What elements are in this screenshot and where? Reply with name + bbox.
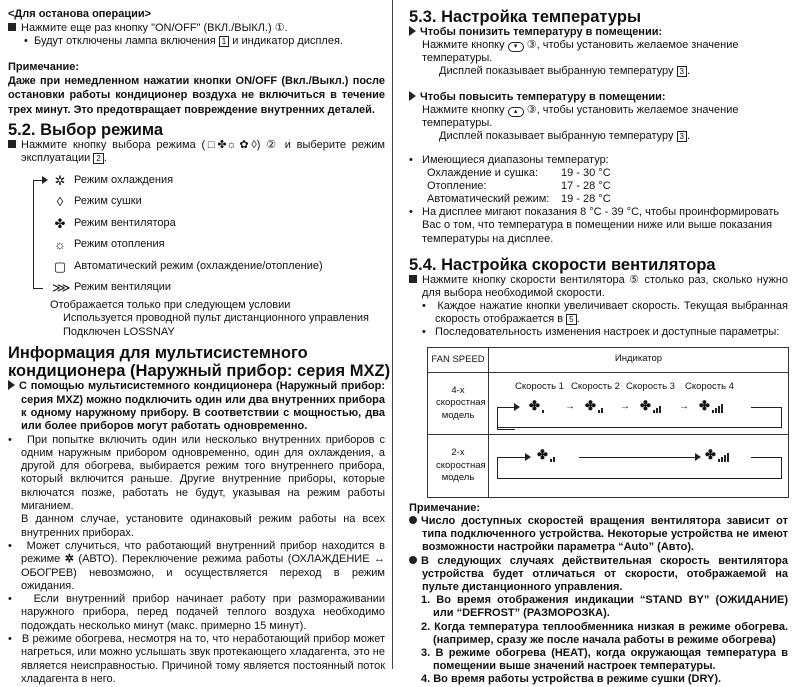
- down-button-icon: ▾: [508, 42, 524, 52]
- cycle-line-right: [751, 457, 782, 479]
- stop-sub: • Будут отключены лампа включения 1 и индикатор дисплея.: [24, 35, 343, 47]
- speed-label: Скорость 1: [515, 380, 564, 392]
- cycle-line-bottom: [497, 478, 781, 479]
- left-column: [8, 8, 391, 686]
- mode-item: [52, 277, 385, 299]
- fan-sub-2: • Последовательность изменения настроек и доступные параметры:: [422, 325, 780, 338]
- mode-cycle: [8, 170, 385, 299]
- square-bullet-icon: [409, 275, 417, 283]
- range-mode: Автоматический режим:: [427, 193, 550, 205]
- bullet-text: Может случиться, что работающий внутренний прибор находится в режиме: [21, 539, 385, 566]
- note-label: Примечание:: [8, 60, 80, 73]
- fan-speed-3-icon: ✤: [640, 399, 661, 413]
- auto-mode-icon: ✲: [64, 553, 74, 566]
- lower-title: [409, 26, 788, 39]
- cycle-line-bottom: [497, 427, 781, 428]
- arrow-head-icon: [42, 176, 48, 184]
- mode-label: Автоматический режим (охлаждение/отопление): [74, 259, 323, 272]
- row-label-text: 4-х скоростная модель: [436, 384, 486, 421]
- speed-label: Скорость 3: [626, 380, 675, 392]
- fan-step-text: Нажмите кнопку скорости вентилятора ⑤ столько раз, сколько нужно для выбора необходимой скорости.: [422, 273, 788, 299]
- multi-lead-text: С помощью мультисистемного кондиционера (Наружный прибор: серия MXZ) можно подключить один или два внутренних прибора к одному наружному прибору. В соответствии с мощностью, два или более приборов могут работать одновременно.: [19, 380, 386, 433]
- fan-speed-table: [427, 347, 789, 498]
- mode-item: [52, 213, 385, 235]
- temp-heading: 5.3. Настройка температуры: [409, 8, 642, 26]
- ranges-title-text: Имеющиеся диапазоны температур:: [422, 154, 609, 166]
- bullet-text: В режиме обогрева, несмотря на то, что неработающий прибор может нагреться, или можно услышать звук протекающего хладагента, это не является неисправностью. Причиной тому является постоянный поток хладагента в него.: [21, 633, 385, 685]
- triangle-bullet-icon: [409, 91, 416, 101]
- table-header-fan-speed: FAN SPEED: [428, 347, 489, 372]
- raise-title-text: Чтобы повысить температуру в помещении:: [420, 91, 666, 103]
- speed-label: Скорость 4: [685, 380, 734, 392]
- table-header-indicator: Индикатор: [489, 347, 789, 372]
- speed-label: Скорость 2: [571, 380, 620, 392]
- condition-item: Используется проводной пульт дистанционного управления: [63, 312, 370, 325]
- fan-sub-text: Каждое нажатие кнопки увеличивает скорость. Текущая выбранная скорость отображается в: [435, 299, 788, 325]
- fan-note-label: Примечание:: [409, 501, 481, 514]
- arrow-icon: →: [620, 400, 630, 412]
- multi-lead: [8, 380, 385, 433]
- arrow-icon: →: [565, 400, 575, 412]
- triangle-bullet-icon: [409, 26, 416, 36]
- cooling-icon: ✲: [54, 172, 66, 188]
- multi-bullet-1: • При попытке включить один или несколько внутренних приборов с одним наружным прибором одновременно, один для охлаждения, а другой для обогрева, выбирается режим того внутреннего прибора, который включится раньше. Другие внутренние приборы, которые включатся позже, работать не будут, указывая на режим работы миганием.: [8, 433, 385, 513]
- fan-icon: ✤: [54, 215, 66, 231]
- stop-title: <Для останова операции>: [8, 8, 152, 20]
- display-box-1: 1: [219, 36, 229, 47]
- mode-item: [52, 170, 385, 192]
- display-box-3: 3: [677, 66, 687, 77]
- row-2-speed-indicator: [489, 434, 789, 497]
- fan-sub-1: • Каждое нажатие кнопки увеличивает скорость. Текущая выбранная скорость отображается в 5 .: [422, 299, 788, 325]
- range-mode: Охлаждение и сушка:: [427, 167, 539, 179]
- mode-step: Нажмите кнопку выбора режима (□✤☼✿◊) ② и выберите режим эксплуатации 2 .: [8, 139, 385, 166]
- range-mode: Отопление:: [427, 180, 487, 192]
- mode-item: [52, 256, 385, 278]
- row-label-4-speed: [428, 372, 489, 434]
- range-row: [409, 167, 788, 180]
- condition-item: Подключен LOSSNAY: [63, 325, 175, 338]
- multi-bullet-4: • В режиме обогрева, несмотря на то, что неработающий прибор может нагреться, или можно услышать звук протекающего хладагента, это не является неисправностью. Причиной тому является постоянный поток хладагента в него.: [8, 633, 385, 685]
- arrow-head-icon: [525, 453, 531, 461]
- multi-bullet-2: • Может случиться, что работающий внутренний прибор находится в режиме ✲ (АВТО). Переключение режима работы (ОХЛАЖДЕНИЕ ↔ ОБОГРЕВ) невозможно, и осуществляется переход в режим ожидания.: [8, 539, 385, 592]
- lower-display: Дисплей показывает выбранную температуру 3 .: [439, 65, 691, 77]
- condition-text: Отображается только при следующем условии: [50, 298, 291, 311]
- drop-icon: ◊: [56, 194, 64, 210]
- range-value: 19 - 30 °C: [561, 167, 611, 179]
- mode-item: [52, 234, 385, 256]
- range-row: [409, 193, 788, 206]
- cycle-line: [33, 180, 34, 288]
- mode-step-a: Нажмите кнопку выбора режима (: [21, 138, 206, 151]
- fan-step: [409, 274, 788, 300]
- fan-speed-4-icon: ✤: [699, 399, 723, 413]
- display-box-3: 3: [677, 131, 687, 142]
- multi-heading: Информация для мультисистемного кондиционера (Наружный прибор: серия MXZ): [8, 344, 391, 381]
- fan-sub-2-text: Последовательность изменения настроек и доступные параметры:: [435, 325, 780, 338]
- mode-icons: □✤☼✿◊: [205, 138, 257, 151]
- ranges-title: • Имеющиеся диапазоны температур:: [409, 154, 609, 166]
- fan-note-1: [409, 515, 788, 555]
- square-bullet-icon: [8, 23, 16, 31]
- row-label-text: 2-х скоростная модель: [436, 447, 486, 484]
- row-label-2-speed: [428, 434, 489, 497]
- range-value: 19 - 28 °C: [561, 193, 611, 205]
- ranges-list: [409, 167, 788, 206]
- row-4-speed-indicator: [489, 372, 789, 434]
- lower-step: [409, 39, 788, 65]
- mode-heading: 5.2. Выбор режима: [8, 120, 164, 139]
- cycle-line-bottom: [33, 288, 43, 289]
- multi-bullet-1-extra: В данном случае, установите одинаковый режим работы на всех внутренних приборах.: [21, 513, 385, 539]
- blink-note: • На дисплее мигают показания 8 °C - 39 °C, чтобы проинформировать Вас о том, что температура в помещении ниже или выше показания температуры на дисплее.: [409, 206, 780, 245]
- fan-speed-4-icon: ✤: [705, 448, 729, 462]
- mode-label: Режим вентилятора: [74, 216, 176, 229]
- fan-note-2: [409, 555, 788, 595]
- mode-label: Режим отопления: [74, 238, 165, 251]
- fan-heading: 5.4. Настройка скорости вентилятора: [409, 255, 716, 274]
- range-row: [409, 180, 788, 193]
- arrow-line: [579, 457, 697, 458]
- auto-icon: ▢: [53, 258, 67, 274]
- fan-speed-2-icon: ✤: [585, 399, 603, 413]
- column-divider: [392, 0, 393, 669]
- stop-step: [8, 22, 385, 36]
- display-text: Дисплей показывает выбранную температуру: [439, 65, 674, 77]
- mode-label: Режим охлаждения: [74, 173, 174, 186]
- note-text: Число доступных скоростей вращения вентилятора зависит от типа подключенного устройства. Некоторые устройства не имеют возможности настройки параметра “Auto” (Авто).: [421, 514, 788, 554]
- note-list-item: 3. В режиме обогрева (HEAT), когда окружающая температура в помещении выше значений настроек температуры.: [421, 646, 788, 673]
- raise-step: [409, 104, 788, 130]
- lower-step-a: Нажмите кнопку: [422, 39, 505, 51]
- display-text: Дисплей показывает выбранную температуру: [439, 130, 674, 142]
- blink-text: На дисплее мигают показания 8 °C - 39 °C, чтобы проинформировать Вас о том, что температура в помещении ниже или выше показания температуры на дисплее.: [422, 206, 780, 245]
- arrow-head-icon: [695, 453, 701, 461]
- note-text: В следующих случаях действительная скорость вентилятора устройства будет отличаться от скорости, отображаемой на пульте дистанционного управления.: [421, 554, 788, 593]
- lower-title-text: Чтобы понизить температуру в помещении:: [420, 26, 663, 38]
- raise-title: [409, 91, 788, 104]
- dot-bullet-icon: [409, 516, 417, 524]
- stop-sub-text: Будут отключены лампа включения: [33, 35, 216, 47]
- note-text: Даже при немедленном нажатии кнопки ON/OFF (Вкл./Выкл.) после остановки работы кондиционер воздуха не включиться в течение трех минут. Это предотвращает повреждение внутренних деталей.: [8, 75, 385, 116]
- fan-speed-1-icon: ✤: [529, 399, 544, 413]
- raise-step-b: ③, чтобы установить желаемое значение температуры.: [422, 104, 739, 129]
- right-column: [409, 8, 788, 687]
- mode-label: Режим сушки: [74, 195, 142, 208]
- note-list: [409, 594, 788, 686]
- ventilation-icon: ⋙: [52, 280, 71, 296]
- triangle-bullet-icon: [8, 380, 15, 390]
- bullet-text-b: (АВТО). Переключение режима работы (ОХЛАЖДЕНИЕ ↔ ОБОГРЕВ) невозможно, и осуществляется переход в режим ожидания.: [21, 553, 385, 592]
- note-list-item: 4. Во время работы устройства в режиме сушки (DRY).: [421, 673, 722, 686]
- raise-display: Дисплей показывает выбранную температуру 3 .: [439, 130, 691, 142]
- arrow-icon: →: [679, 400, 689, 412]
- note-list-item: 1. Во время отображения индикации “STAND BY” (ОЖИДАНИЕ) или “DEFROST” (РАЗМОРОЗКА).: [421, 594, 788, 620]
- mode-step-b: ) ② и выберите режим эксплуатации: [21, 138, 385, 165]
- stop-step-text: Нажмите еще раз кнопку "ON/OFF" (ВКЛ./ВЫКЛ.) ①.: [21, 21, 288, 34]
- dot-bullet-icon: [409, 556, 417, 564]
- mode-label: Режим вентиляции: [74, 281, 172, 294]
- note-list-item: 2. Когда температура теплообменника низкая в режиме обогрева. (например, сразу же после начала работы в режиме обогрева): [421, 620, 788, 646]
- cycle-line-right: [751, 407, 782, 428]
- up-button-icon: ▴: [508, 107, 524, 117]
- display-box-2: 2: [93, 153, 103, 164]
- multi-bullet-3: • Если внутренний прибор начинает работу при размораживании наружного прибора, перед подачей теплого воздуха необходимо подождать несколько минут (макс. примерно 15 минут).: [8, 593, 385, 632]
- stop-sub-text-b: и индикатор дисплея.: [232, 35, 343, 47]
- range-value: 17 - 28 °C: [561, 180, 611, 192]
- display-box-5: 5: [566, 314, 576, 325]
- fan-speed-1-icon: ✤: [537, 448, 555, 462]
- bullet-text: Если внутренний прибор начинает работу при размораживании наружного прибора, перед подачей теплого воздуха необходимо подождать несколько минут (макс. примерно 15 минут).: [21, 593, 385, 632]
- lower-step-b: ③, чтобы установить желаемое значение температуры.: [422, 39, 739, 64]
- mode-item: [52, 191, 385, 213]
- bullet-text: При попытке включить один или несколько внутренних приборов с одним наружным прибором одновременно, один для охлаждения, а другой для обогрева, выбирается режим того внутреннего прибора, который включится раньше. Другие внутренние приборы, которые включатся позже, работать не будут, указывая на режим работы миганием.: [21, 433, 385, 513]
- raise-step-a: Нажмите кнопку: [422, 104, 505, 116]
- square-bullet-icon: [8, 140, 16, 148]
- sun-icon: ☼: [54, 237, 66, 253]
